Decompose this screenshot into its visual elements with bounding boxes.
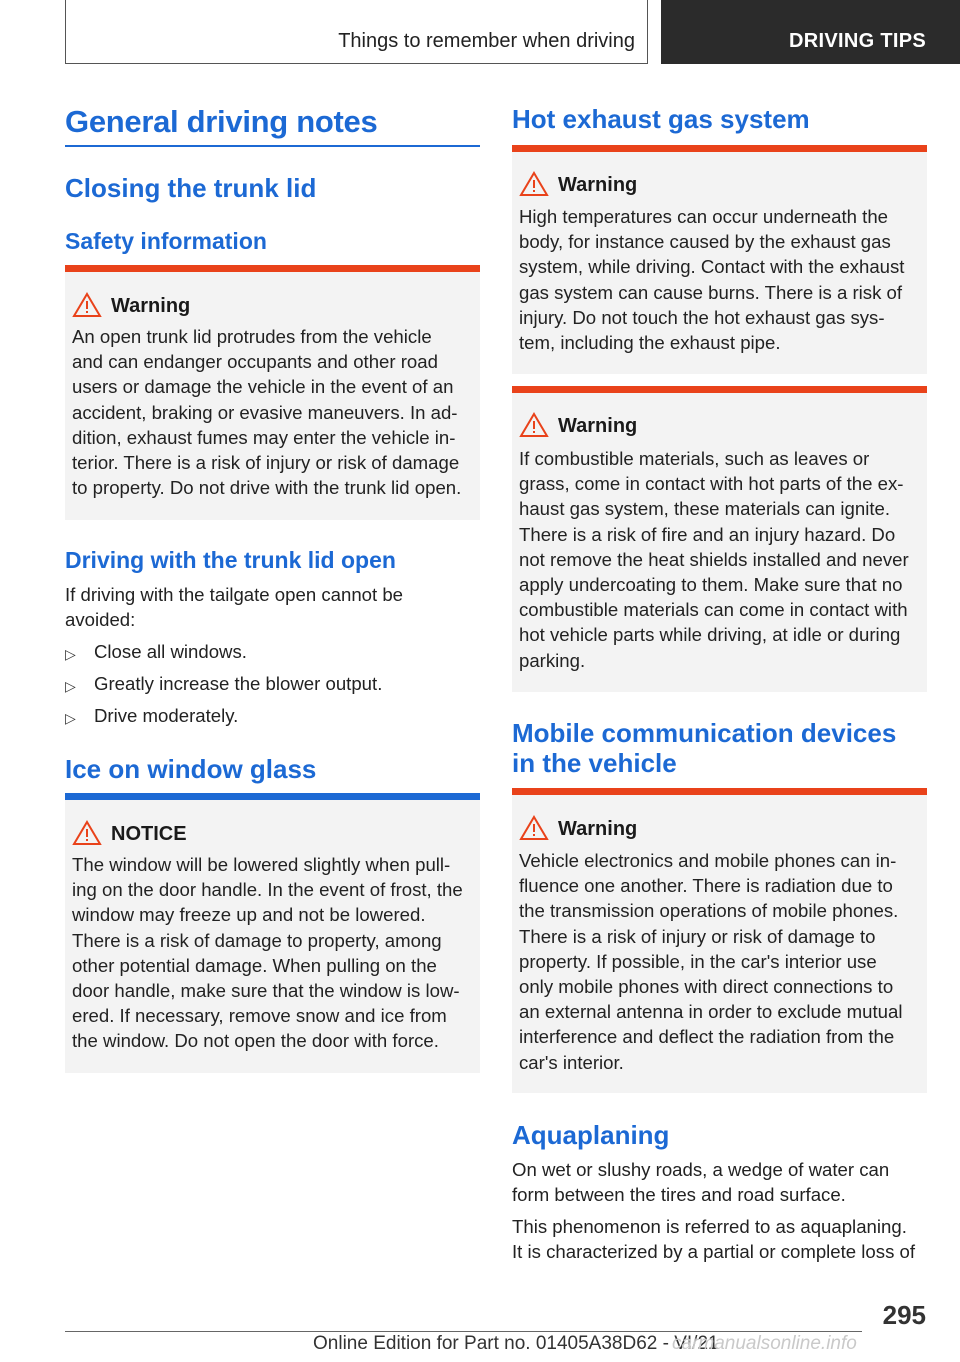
warning-label: Warning — [111, 295, 191, 317]
warning-label: Warning — [558, 174, 638, 196]
list-item: ▷ Greatly increase the blower output. — [65, 671, 480, 695]
warning-label: Warning — [558, 415, 638, 437]
warning-bar — [512, 386, 927, 393]
warning-label: Warning — [558, 818, 638, 840]
warning-text: If combustible materials, such as leaves or grass, come in contact with hot parts of the ex- haust gas system, these materials can ignite. There is a risk of fire and an injury hazard. Do not remove the heat shields installed and never apply undercoating to them. Make sure that no combustible materials can come in contact with hot vehicle parts while driving, at idle or during parking. — [519, 448, 909, 671]
warning-text: Vehicle electronics and mobile phones can in- fluence one another. There is radiation due to the transmission operations of mobile phones. There is a risk of injury or risk of damage to property. If possible, in the car's interior use only mobile phones with direct connections to an external antenna in order to exclude mutual interference and deflect the radiation from the car's interior. — [519, 850, 903, 1073]
warning-box-mobile — [512, 788, 927, 1093]
title-rule — [65, 145, 480, 147]
warning-bar — [512, 145, 927, 152]
page-title: General driving notes — [65, 104, 378, 139]
list-item: ▷ Close all windows. — [65, 639, 480, 663]
page-number: 295 — [882, 1300, 926, 1330]
notice-label: NOTICE — [111, 823, 187, 845]
warning-box-exhaust-2 — [512, 386, 927, 692]
triangle-bullet-icon: ▷ — [65, 646, 76, 662]
notice-text: The window will be lowered slightly when pull- ing on the door handle. In the event of frost, the window may freeze up and not be lowered. There is a risk of damage to property, among other potential damage. When pulling on the door handle, make sure that the window is low- ered. If necessary, remove snow and ice from the window. Do not open the door with force. — [72, 854, 463, 1052]
header-chapter-tab — [661, 0, 960, 64]
heading-driving-trunk-open: Driving with the trunk lid open — [65, 547, 396, 573]
footer-edition: Online Edition for Part no. 01405A38D62 - VI/21 — [313, 1333, 719, 1354]
heading-hot-exhaust: Hot exhaust gas system — [512, 104, 810, 134]
warning-bar — [512, 788, 927, 795]
warning-triangle-icon — [72, 292, 102, 318]
footer-rule — [65, 1331, 862, 1332]
warning-box-trunk-lid — [65, 265, 480, 520]
notice-box-ice — [65, 793, 480, 1073]
triangle-bullet-icon: ▷ — [65, 710, 76, 726]
aquaplaning-para-1: On wet or slushy roads, a wedge of water can form between the tires and road surface. — [512, 1159, 890, 1206]
warning-text: An open trunk lid protrudes from the vehicle and can endanger occupants and other road users or damage the vehicle in the event of an accident, braking or evasive maneuvers. In ad- dition, exhaust fumes may enter the vehicle in- terior. There is a risk of injury or risk of damage to property. Do not drive with the trunk lid open. — [72, 326, 462, 499]
driving-open-intro: If driving with the tailgate open cannot be avoided: — [65, 584, 404, 631]
header-chapter-title: DRIVING TIPS — [789, 30, 926, 52]
heading-aquaplaning: Aquaplaning — [512, 1120, 670, 1150]
header-section-tab — [65, 0, 648, 64]
heading-safety-information: Safety information — [65, 228, 267, 254]
warning-triangle-icon — [72, 820, 102, 846]
heading-mobile-devices: Mobile communication devices in the vehicle — [512, 718, 897, 778]
heading-ice-on-window: Ice on window glass — [65, 754, 317, 784]
warning-triangle-icon — [519, 815, 549, 841]
warning-text: High temperatures can occur underneath the body, for instance caused by the exhaust gas system, while driving. Contact with the exhaust gas system can cause burns. There is a risk of injury. Do not touch the hot exhaust gas sys- tem, including the exhaust pipe. — [519, 206, 905, 354]
header-section-title: Things to remember when driving — [338, 30, 635, 52]
triangle-bullet-icon: ▷ — [65, 678, 76, 694]
warning-triangle-icon — [519, 171, 549, 197]
notice-bar — [65, 793, 480, 800]
warning-bar — [65, 265, 480, 272]
warning-triangle-icon — [519, 412, 549, 438]
heading-closing-trunk-lid: Closing the trunk lid — [65, 173, 317, 203]
list-item: ▷ Drive moderately. — [65, 703, 480, 727]
warning-box-exhaust-1 — [512, 145, 927, 374]
aquaplaning-para-2: This phenomenon is referred to as aquaplaning. It is characterized by a partial or complete loss of — [512, 1216, 916, 1263]
watermark: carmanualsonline.info — [672, 1333, 857, 1354]
